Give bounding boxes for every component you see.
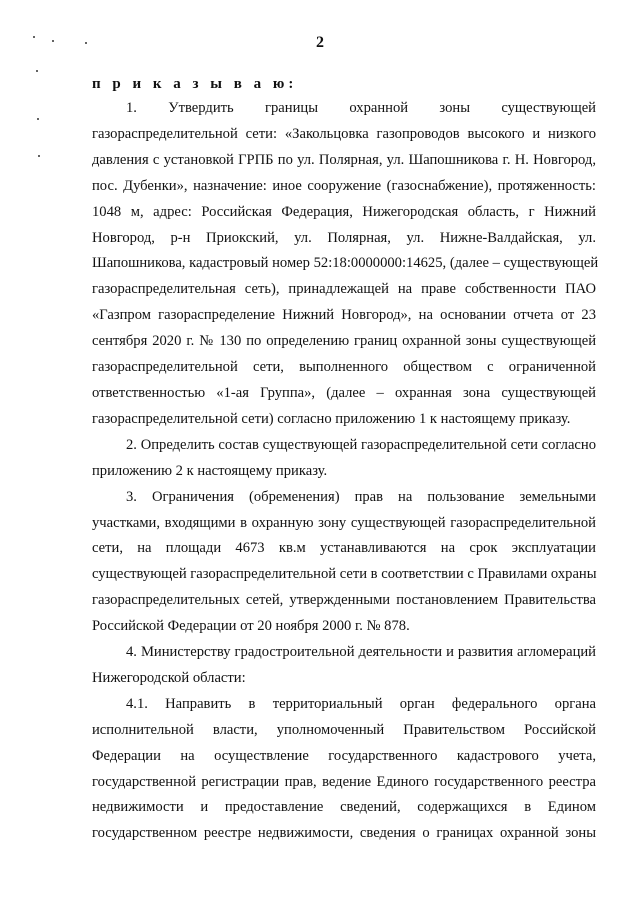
scan-speck xyxy=(52,40,54,42)
text-line: 4.1. Направить в территориальный орган федерального органа xyxy=(126,695,596,712)
text-line: государственном реестре недвижимости, сведения о границах охранной зоны xyxy=(92,825,596,842)
paragraph xyxy=(92,96,599,433)
text-line: 4. Министерству градостроительной деятельности и развития агломераций xyxy=(126,644,596,661)
text-line: газораспределительной сети, выполненного обществом с ограниченной xyxy=(92,359,596,376)
text-line: газораспределительной сети: «Закольцовка газопроводов высокого и низкого xyxy=(92,125,596,142)
scan-speck xyxy=(36,70,38,72)
text-line: приложению 2 к настоящему приказу. xyxy=(92,462,328,479)
text-line: Новгород, р-н Приокский, ул. Полярная, ул. Нижне-Валдайская, ул. xyxy=(92,229,596,246)
text-line: 2. Определить состав существующей газораспределительной сети согласно xyxy=(126,436,596,453)
text-line: газораспределительная сеть), принадлежащей на праве собственности ПАО xyxy=(92,281,596,298)
scan-speck xyxy=(85,42,87,44)
text-line: Российской Федерации от 20 ноября 2000 г. № 878. xyxy=(92,618,410,635)
text-line: исполнительной власти, уполномоченный Правительством Российской xyxy=(92,721,596,738)
text-line: государственной регистрации прав, ведение Единого государственного реестра xyxy=(92,773,596,790)
text-line: Нижегородской области: xyxy=(92,669,246,686)
text-line: газораспределительной сети) согласно приложению 1 к настоящему приказу. xyxy=(92,410,571,427)
text-line: 1. Утвердить границы охранной зоны существующей xyxy=(126,100,596,116)
text-line: давления с установкой ГРПБ по ул. Полярная, ул. Шапошникова г. Н. Новгород, xyxy=(92,151,596,168)
paragraph xyxy=(92,485,596,640)
text-line: Шапошникова, кадастровый номер 52:18:0000000:14625, (далее – существующей xyxy=(92,255,599,272)
text-line: недвижимости и предоставление сведений, содержащихся в Едином xyxy=(92,799,596,816)
text-line: 1048 м, адрес: Российская Федерация, Нижегородская область, г Нижний xyxy=(92,203,596,220)
order-heading: п р и к а з ы в а ю: xyxy=(92,76,298,92)
scan-speck xyxy=(38,155,40,157)
text-line: сети, на площади 4673 кв.м устанавливаются на срок эксплуатации xyxy=(92,540,596,557)
scan-speck xyxy=(37,118,39,120)
text-line: газораспределительных сетей, утвержденными постановлением Правительства xyxy=(92,592,596,609)
text-line: 3. Ограничения (обременения) прав на пользование земельными xyxy=(126,488,596,505)
text-line: пос. Дубенки», назначение: иное сооружение (газоснабжение), протяженность: xyxy=(92,177,596,194)
document-body xyxy=(92,96,599,847)
paragraph xyxy=(92,692,596,847)
text-line: Федерации на осуществление государственного кадастрового учета, xyxy=(92,747,596,764)
text-line: участками, входящими в охранную зону существующей газораспределительной xyxy=(92,514,596,531)
page-number: 2 xyxy=(316,34,324,51)
scan-speck xyxy=(33,36,35,38)
text-line: существующей газораспределительной сети в соответствии с Правилами охраны xyxy=(92,566,597,583)
text-line: ответственностью «1-ая Группа», (далее – охранная зона существующей xyxy=(92,384,596,401)
text-line: «Газпром газораспределение Нижний Новгород», на основании отчета от 23 xyxy=(92,307,596,324)
text-line: сентября 2020 г. № 130 по определению границ охранной зоны существующей xyxy=(92,333,596,350)
paragraph xyxy=(92,433,596,485)
paragraph xyxy=(92,640,596,692)
